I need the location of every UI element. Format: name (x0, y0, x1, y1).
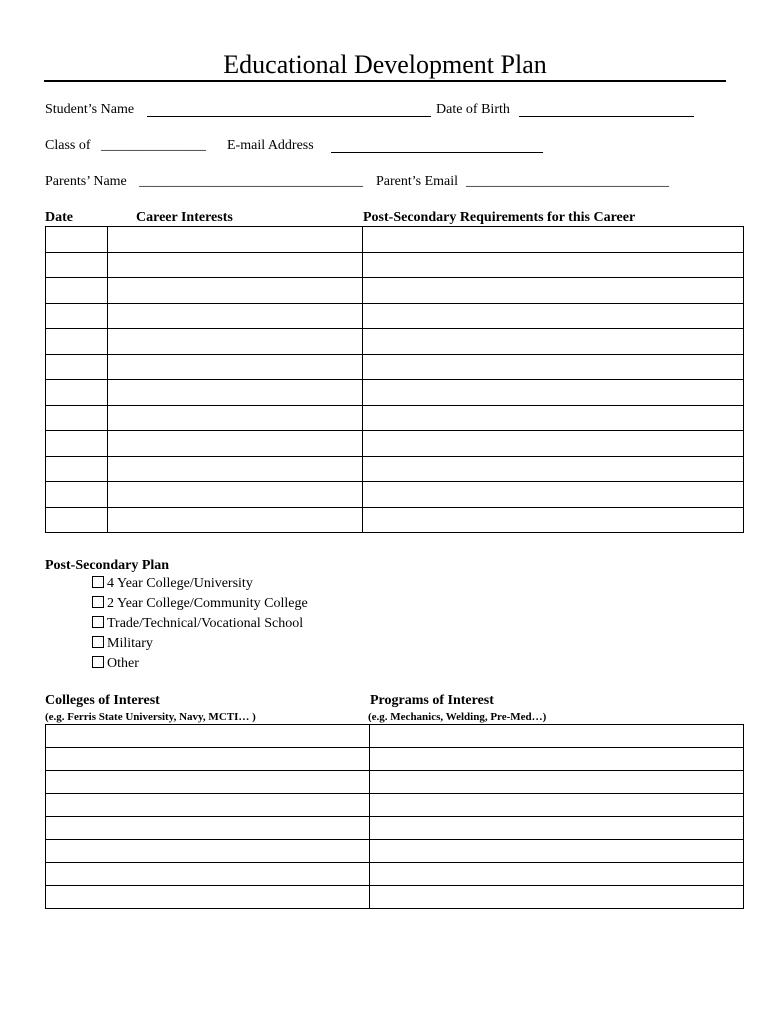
option-other[interactable] (92, 654, 308, 674)
class-of-field[interactable]: _______________ (101, 138, 206, 153)
parents-name-label: Parents’ Name (45, 174, 127, 189)
checkbox-icon[interactable] (92, 636, 104, 648)
college-cell[interactable] (46, 748, 370, 771)
requirements-cell[interactable] (363, 354, 744, 380)
college-cell[interactable] (46, 886, 370, 909)
page-title: Educational Development Plan (223, 50, 547, 79)
class-of-label: Class of (45, 138, 91, 153)
program-cell[interactable] (370, 840, 744, 863)
date-cell[interactable] (46, 329, 108, 355)
programs-example: (e.g. Mechanics, Welding, Pre-Med…) (368, 711, 547, 723)
date-cell[interactable] (46, 354, 108, 380)
option-trade-school[interactable] (92, 614, 308, 634)
career-interest-cell[interactable] (108, 431, 363, 457)
header-career-interests: Career Interests (136, 210, 233, 225)
college-cell[interactable] (46, 817, 370, 840)
option-label: Military (107, 636, 153, 651)
date-cell[interactable] (46, 405, 108, 431)
checkbox-icon[interactable] (92, 596, 104, 608)
program-cell[interactable] (370, 748, 744, 771)
career-interest-cell[interactable] (108, 456, 363, 482)
table-row (46, 456, 744, 482)
career-interest-cell[interactable] (108, 252, 363, 278)
table-row (46, 303, 744, 329)
career-interest-cell[interactable] (108, 354, 363, 380)
header-post-secondary-requirements: Post-Secondary Requirements for this Career (363, 210, 636, 225)
option-military[interactable] (92, 634, 308, 654)
program-cell[interactable] (370, 886, 744, 909)
header-date: Date (45, 210, 73, 225)
post-secondary-plan-heading: Post-Secondary Plan (45, 558, 170, 573)
career-interest-cell[interactable] (108, 278, 363, 304)
table-row (46, 278, 744, 304)
college-cell[interactable] (46, 771, 370, 794)
table-row (46, 817, 744, 840)
table-row (46, 380, 744, 406)
colleges-example: (e.g. Ferris State University, Navy, MCTI… ) (45, 711, 256, 723)
college-cell[interactable] (46, 840, 370, 863)
title-rule (44, 80, 726, 82)
table-row (46, 863, 744, 886)
requirements-cell[interactable] (363, 405, 744, 431)
table-row (46, 329, 744, 355)
programs-of-interest-heading: Programs of Interest (370, 693, 494, 708)
date-cell[interactable] (46, 431, 108, 457)
career-interest-cell[interactable] (108, 507, 363, 533)
date-of-birth-label: Date of Birth (436, 102, 510, 117)
table-row (46, 725, 744, 748)
date-cell[interactable] (46, 252, 108, 278)
date-of-birth-field[interactable] (519, 104, 694, 117)
table-row (46, 840, 744, 863)
email-field[interactable] (331, 140, 543, 153)
table-row (46, 886, 744, 909)
date-cell[interactable] (46, 482, 108, 508)
requirements-cell[interactable] (363, 227, 744, 253)
table-row (46, 354, 744, 380)
table-row (46, 482, 744, 508)
career-interest-cell[interactable] (108, 482, 363, 508)
table-row (46, 252, 744, 278)
parents-name-field[interactable]: ________________________________ (139, 174, 363, 189)
requirements-cell[interactable] (363, 278, 744, 304)
career-interest-cell[interactable] (108, 227, 363, 253)
career-interest-cell[interactable] (108, 405, 363, 431)
career-table (45, 226, 744, 533)
colleges-of-interest-heading: Colleges of Interest (45, 693, 160, 708)
checkbox-icon[interactable] (92, 576, 104, 588)
student-name-label: Student’s Name (45, 102, 135, 117)
college-cell[interactable] (46, 794, 370, 817)
college-cell[interactable] (46, 725, 370, 748)
program-cell[interactable] (370, 794, 744, 817)
post-secondary-options (92, 574, 308, 674)
option-label: 2 Year College/Community College (107, 596, 308, 611)
table-row (46, 771, 744, 794)
career-interest-cell[interactable] (108, 329, 363, 355)
email-label: E-mail Address (227, 138, 314, 153)
option-label: Other (107, 656, 139, 671)
checkbox-icon[interactable] (92, 656, 104, 668)
interest-table (45, 724, 744, 909)
college-cell[interactable] (46, 863, 370, 886)
table-row (46, 405, 744, 431)
requirements-cell[interactable] (363, 252, 744, 278)
date-cell[interactable] (46, 303, 108, 329)
career-interest-cell[interactable] (108, 380, 363, 406)
date-cell[interactable] (46, 278, 108, 304)
date-cell[interactable] (46, 507, 108, 533)
requirements-cell[interactable] (363, 431, 744, 457)
requirements-cell[interactable] (363, 303, 744, 329)
career-interest-cell[interactable] (108, 303, 363, 329)
date-cell[interactable] (46, 456, 108, 482)
program-cell[interactable] (370, 817, 744, 840)
table-row (46, 227, 744, 253)
table-row (46, 507, 744, 533)
requirements-cell[interactable] (363, 329, 744, 355)
requirements-cell[interactable] (363, 380, 744, 406)
checkbox-icon[interactable] (92, 616, 104, 628)
program-cell[interactable] (370, 863, 744, 886)
option-label: Trade/Technical/Vocational School (107, 616, 304, 631)
option-label: 4 Year College/University (107, 576, 253, 591)
table-row (46, 794, 744, 817)
requirements-cell[interactable] (363, 482, 744, 508)
program-cell[interactable] (370, 725, 744, 748)
option-4-year-college[interactable] (92, 574, 308, 594)
requirements-cell[interactable] (363, 456, 744, 482)
table-row (46, 748, 744, 771)
date-cell[interactable] (46, 227, 108, 253)
parent-email-field[interactable]: _____________________________ (466, 174, 669, 189)
parent-email-label: Parent’s Email (376, 174, 459, 189)
requirements-cell[interactable] (363, 507, 744, 533)
program-cell[interactable] (370, 771, 744, 794)
table-row (46, 431, 744, 457)
student-name-field[interactable] (147, 104, 431, 117)
date-cell[interactable] (46, 380, 108, 406)
option-2-year-college[interactable] (92, 594, 308, 614)
